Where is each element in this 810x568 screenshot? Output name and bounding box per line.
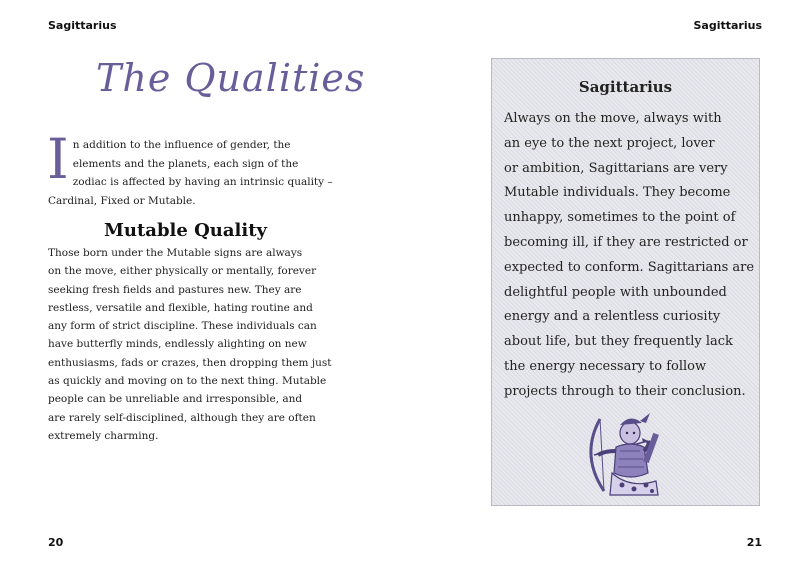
- body-line: on the move, either physically or mentally, forever: [48, 265, 317, 278]
- intro-line: Cardinal, Fixed or Mutable.: [48, 194, 196, 207]
- panel-line: an eye to the next project, lover: [504, 135, 715, 151]
- body-line: restless, versatile and flexible, hating routine and: [48, 301, 313, 314]
- panel-line: the energy necessary to follow: [504, 358, 707, 374]
- section-heading: Mutable Quality: [103, 220, 267, 241]
- panel-line: or ambition, Sagittarians are very: [504, 160, 728, 176]
- panel-line: becoming ill, if they are restricted or: [504, 234, 748, 250]
- body-line: as quickly and moving on to the next thing. Mutable: [48, 375, 327, 388]
- body-line: enthusiasms, fads or crazes, then dropping them just: [48, 356, 332, 369]
- panel-line: Always on the move, always with: [504, 111, 722, 126]
- sagittarius-archer-icon: [586, 411, 668, 497]
- panel-line: delightful people with unbounded: [504, 284, 727, 300]
- running-head-right: Sagittarius: [693, 19, 762, 32]
- panel-line: projects through to their conclusion.: [504, 383, 746, 399]
- body-line: extremely charming.: [48, 429, 159, 442]
- page-title: The Qualities: [96, 56, 366, 100]
- intro-line: zodiac is affected by having an intrinsic quality –: [72, 176, 333, 188]
- panel-line: expected to conform. Sagittarians are: [504, 259, 755, 275]
- panel-line: Mutable individuals. They become: [504, 185, 731, 201]
- page-number-right: 21: [746, 536, 762, 549]
- body-line: Those born under the Mutable signs are always: [48, 247, 303, 259]
- body-line: have butterfly minds, endlessly alighting on new: [48, 338, 307, 351]
- panel-line: about life, but they frequently lack: [504, 334, 733, 350]
- body-line: people can be unreliable and irresponsible, and: [48, 393, 303, 406]
- body-paragraph: [48, 244, 332, 445]
- sign-panel: [491, 58, 760, 506]
- running-head-left: Sagittarius: [48, 19, 117, 32]
- panel-paragraph: [504, 107, 756, 405]
- body-line: any form of strict discipline. These individuals can: [48, 320, 317, 333]
- intro-paragraph: [47, 127, 333, 210]
- body-line: are rarely self-disciplined, although they are often: [48, 411, 316, 424]
- intro-line: n addition to the influence of gender, the: [72, 139, 291, 151]
- drop-cap: I: [47, 127, 69, 191]
- panel-line: unhappy, sometimes to the point of: [504, 210, 736, 226]
- panel-line: energy and a relentless curiosity: [504, 309, 721, 325]
- page-number-left: 20: [48, 536, 64, 549]
- panel-heading: Sagittarius: [578, 78, 673, 96]
- body-line: seeking fresh fields and pastures new. They are: [48, 283, 302, 296]
- intro-line: elements and the planets, each sign of the: [72, 157, 299, 170]
